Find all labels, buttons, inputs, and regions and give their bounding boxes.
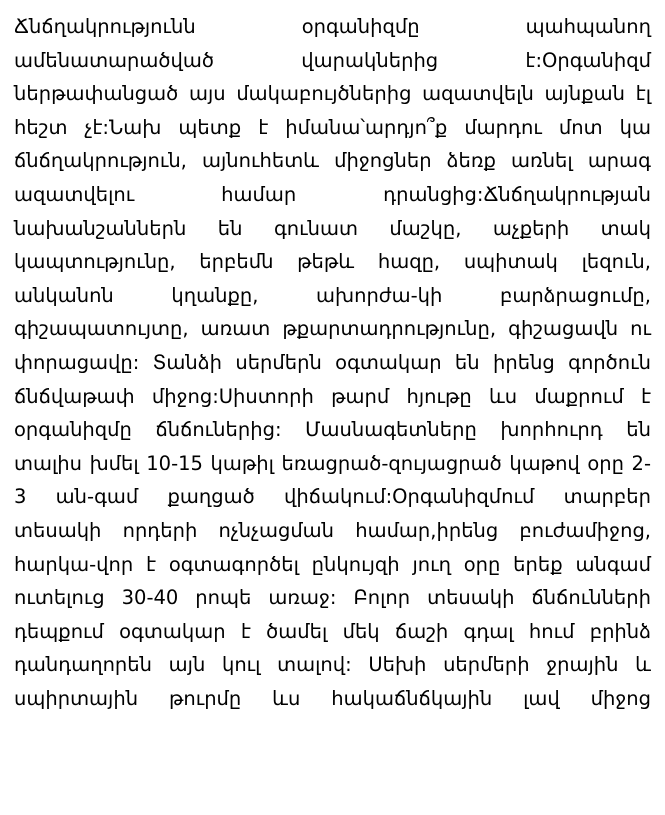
body-paragraph: Ճնճղակրությունն օրգանիզմը պահպանող ամենատարածված վարակներից է:Օրգանիզմ ներթափանցած այս մակաբույծներից ազատվելն այնքան էլ հեշտ չէ:Նախ պետք է իմանա՝արդյո՞ք մարդու մոտ կա ճնճղակրություն, այնուհետև միջոցներ ձեռք առնել արագ ազատվելու համար դրանցից:Ճնճղակրության նախանշաններն են գունատ մաշկը, աչքերի տակ կապտությունը, երբեմն թեթև հազը, սպիտակ լեզուն, անկանոն կղանքը, ախորժա-կի բարձրացումը, գիշապատույտը, առատ թքարտադրությունը, գիշացավն ու փորացավը: Տանձի սերմերն օգտակար են իրենց գործուն ճնճվաթափ միջոց:Սիստորի թարմ հյութը ևս մաքրում է օրգանիզմը ճնճուներից: Մասնագետները խորհուրդ են տալիս խմել 10-15 կաթիլ եռացրած-զույացրած կաթով օրը 2-3 ան-գամ քաղցած վիճակում:Օրգանիզմում տարբեր տեսակի որդերի ոչնչացման համար,իրենց բուժամիջոց, հարկա-վոր է օգտագործել ընկույզի յուղ օրը երեք անգամ ուտելուց 30-40 րոպե առաջ: Բոլոր տեսակի ճնճունների դեպքում օգտակար է ծամել մեկ ճաշի գդալ հում բրինձ դանդաղորեն այն կուլ տալով: Սեխի սերմերի ջրային և սպիրտային թուրմը ևս հակաճնճկային լավ միջոց xyxy=(14,15,651,710)
